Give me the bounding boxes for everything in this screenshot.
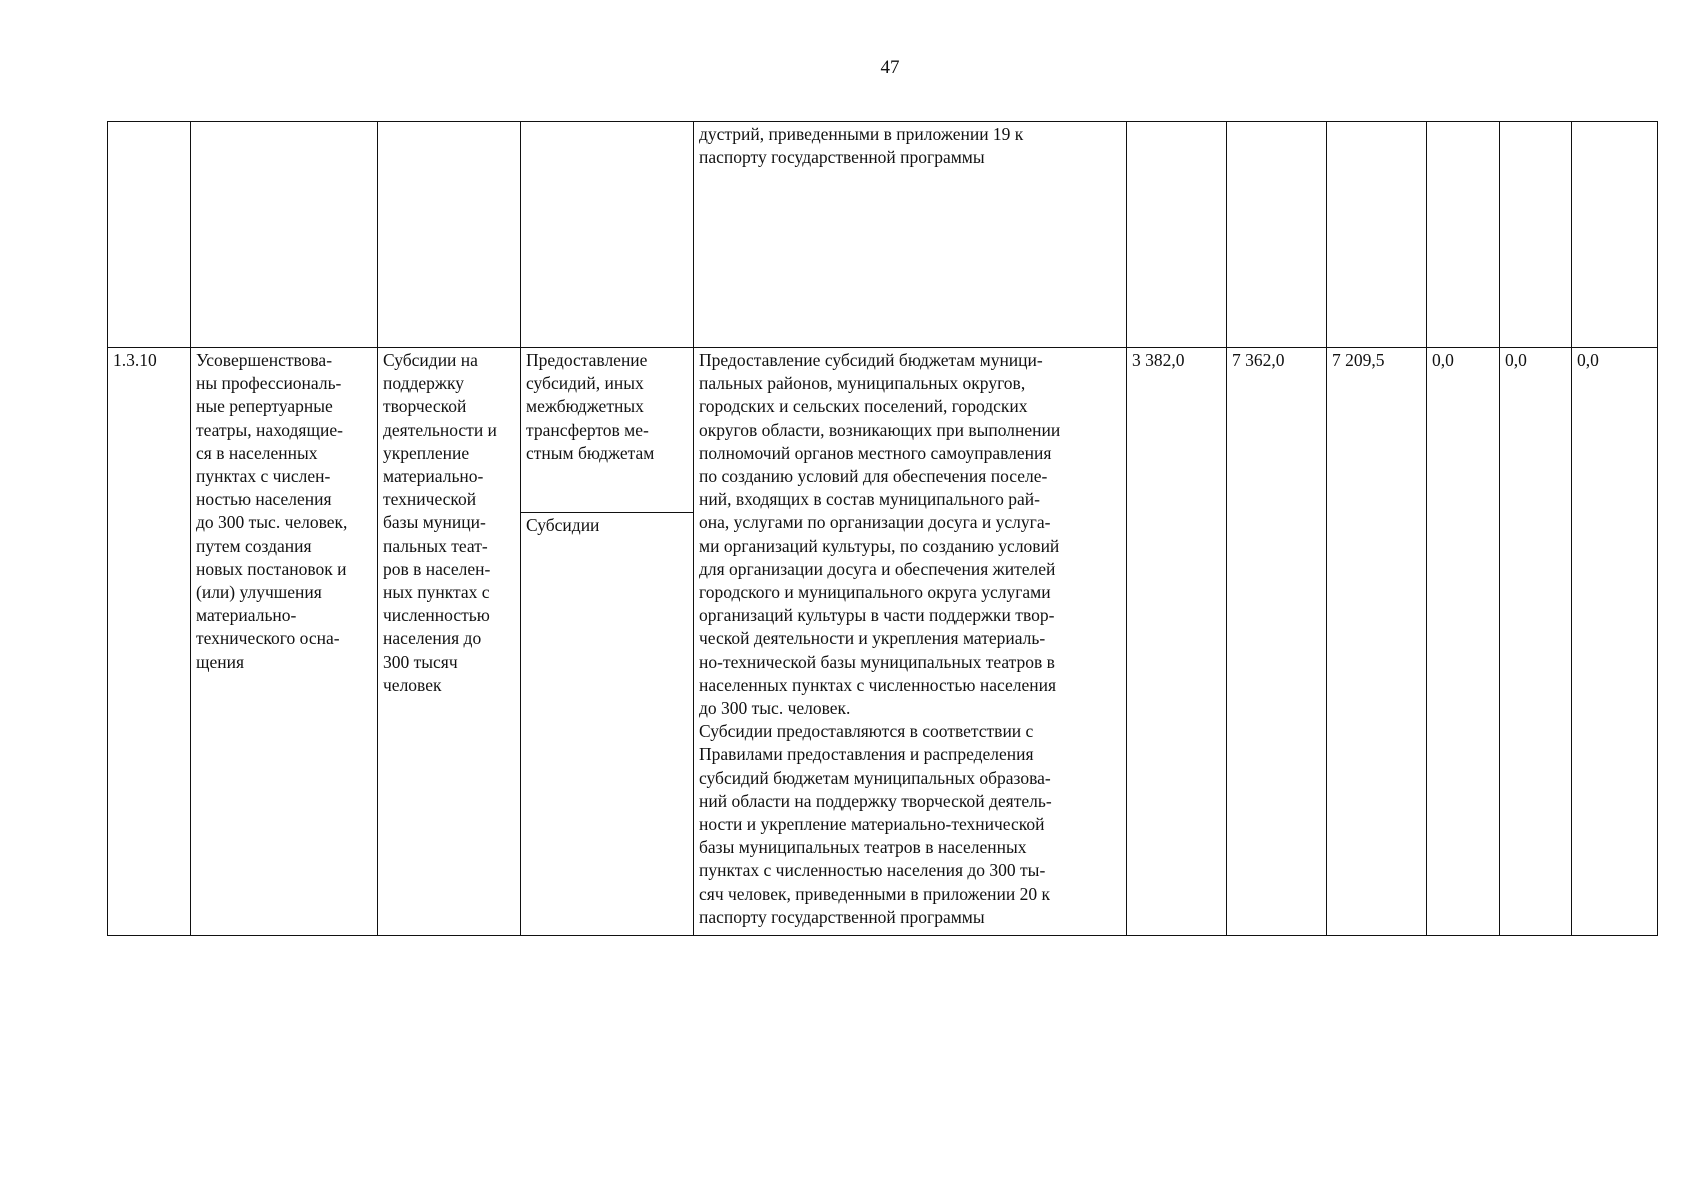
text-line: Субсидии предоставляются в соответствии с: [699, 721, 1034, 742]
result-cell-empty: [191, 122, 378, 348]
value-2025: 0,0: [1505, 350, 1527, 370]
text-line: Правилами предоставления и распределения: [699, 744, 1034, 765]
text-line: Предоставление субсидий бюджетам муници-: [699, 350, 1043, 370]
result-cell: [191, 348, 378, 936]
row-code-text: 1.3.10: [113, 350, 157, 370]
text-line: ные репертуарные: [196, 396, 333, 417]
code-cell-empty: [108, 122, 191, 348]
text-line: новых постановок и: [196, 558, 347, 579]
text-line: ров в населен-: [383, 558, 491, 579]
table-row: [108, 348, 1658, 936]
description-cell: [694, 348, 1127, 936]
type-subsidies: [521, 513, 693, 537]
text-line: до 300 тыс. человек,: [196, 512, 348, 533]
text-line: до 300 тыс. человек.: [699, 698, 851, 719]
text-line: Субсидии: [526, 515, 600, 535]
text-line: паспорту государственной программы: [699, 906, 985, 927]
text-line: ний, входящих в состав муниципального рай-: [699, 489, 1040, 510]
value-cell: [1500, 348, 1572, 936]
text-line: сяч человек, приведенными в приложении 20 к: [699, 883, 1051, 904]
value-cell: [1572, 348, 1658, 936]
text-line: ностью населения: [196, 489, 332, 510]
value-2026: 0,0: [1577, 350, 1599, 370]
event-cell-empty: [378, 122, 521, 348]
text-line: (или) улучшения: [196, 582, 322, 603]
value-2021: 3 382,0: [1132, 350, 1185, 370]
text-line: организаций культуры в части поддержки твор-: [699, 605, 1055, 626]
text-line: 300 тысяч: [383, 651, 458, 672]
text-line: театры, находящие-: [196, 419, 343, 440]
text-line: базы муниципальных театров в населенных: [699, 837, 1027, 858]
text-line: Субсидии на: [383, 350, 478, 370]
value-cell: [1327, 348, 1427, 936]
text-line: трансфертов ме-: [526, 419, 649, 440]
continuation-row: [108, 122, 1658, 348]
text-line: ности и укрепление материально-технической: [699, 814, 1045, 835]
value-cell-empty: [1127, 122, 1227, 348]
row-code: [108, 348, 191, 936]
text-line: укрепление: [383, 442, 470, 463]
text-line: но-технической базы муниципальных театров в: [699, 651, 1055, 672]
text-line: деятельности и: [383, 419, 497, 440]
text-line: базы муници-: [383, 512, 486, 533]
value-cell-empty: [1427, 122, 1500, 348]
value-2022: 7 362,0: [1232, 350, 1285, 370]
text-line: пунктах с численностью населения до 300 ты-: [699, 860, 1046, 881]
description-text: [699, 349, 1121, 929]
text-line: округов области, возникающих при выполнении: [699, 419, 1061, 440]
text-line: ных пунктах с: [383, 582, 490, 603]
text-line: паспорту государственной программы: [699, 147, 985, 168]
text-line: полномочий органов местного самоуправления: [699, 442, 1052, 463]
value-cell-empty: [1500, 122, 1572, 348]
result-text: [196, 349, 372, 674]
value-2024: 0,0: [1432, 350, 1454, 370]
text-line: городского и муниципального округа услугами: [699, 582, 1051, 603]
text-line: Предоставление: [526, 350, 648, 370]
text-line: межбюджетных: [526, 396, 644, 417]
description-cell: [694, 122, 1127, 348]
program-table: [107, 121, 1658, 936]
value-cell: [1127, 348, 1227, 936]
text-line: путем создания: [196, 535, 312, 556]
text-line: творческой: [383, 396, 467, 417]
text-line: пальных районов, муниципальных округов,: [699, 373, 1026, 394]
text-line: пальных теат-: [383, 535, 488, 556]
text-line: человек: [383, 674, 442, 695]
text-line: ся в населенных: [196, 442, 318, 463]
text-line: для организации досуга и обеспечения жителей: [699, 558, 1056, 579]
page-number: 47: [880, 57, 900, 78]
event-cell: [378, 348, 521, 936]
text-line: щения: [196, 651, 245, 672]
text-line: населенных пунктах с численностью населения: [699, 674, 1056, 695]
text-line: ны профессиональ-: [196, 373, 342, 394]
event-text: [383, 349, 515, 697]
value-cell-empty: [1227, 122, 1327, 348]
text-line: городских и сельских поселений, городских: [699, 396, 1028, 417]
text-line: материально-: [196, 605, 297, 626]
text-line: технического осна-: [196, 628, 340, 649]
value-cell: [1227, 348, 1327, 936]
text-line: субсидий бюджетам муниципальных образова-: [699, 767, 1051, 788]
text-line: дустрий, приведенными в приложении 19 к: [699, 124, 1024, 144]
text-line: населения до: [383, 628, 482, 649]
value-cell-empty: [1572, 122, 1658, 348]
text-line: она, услугами по организации досуга и услуга-: [699, 512, 1051, 533]
value-cell: [1427, 348, 1500, 936]
value-cell-empty: [1327, 122, 1427, 348]
description-text: [699, 123, 1121, 169]
text-line: ми организаций культуры, по созданию условий: [699, 535, 1060, 556]
text-line: материально-: [383, 466, 484, 487]
text-line: субсидий, иных: [526, 373, 644, 394]
text-line: численностью: [383, 605, 490, 626]
value-2023: 7 209,5: [1332, 350, 1385, 370]
text-line: технической: [383, 489, 477, 510]
text-line: по созданию условий для обеспечения поселе-: [699, 466, 1048, 487]
text-line: Усовершенствова-: [196, 350, 333, 370]
type-cell: [521, 348, 694, 936]
text-line: стным бюджетам: [526, 442, 655, 463]
text-line: ческой деятельности и укрепления материаль-: [699, 628, 1046, 649]
text-line: пунктах с числен-: [196, 466, 331, 487]
type-cell-empty: [521, 122, 694, 348]
text-line: ний области на поддержку творческой деятель-: [699, 790, 1052, 811]
type-transfers: [521, 348, 693, 513]
text-line: поддержку: [383, 373, 465, 394]
